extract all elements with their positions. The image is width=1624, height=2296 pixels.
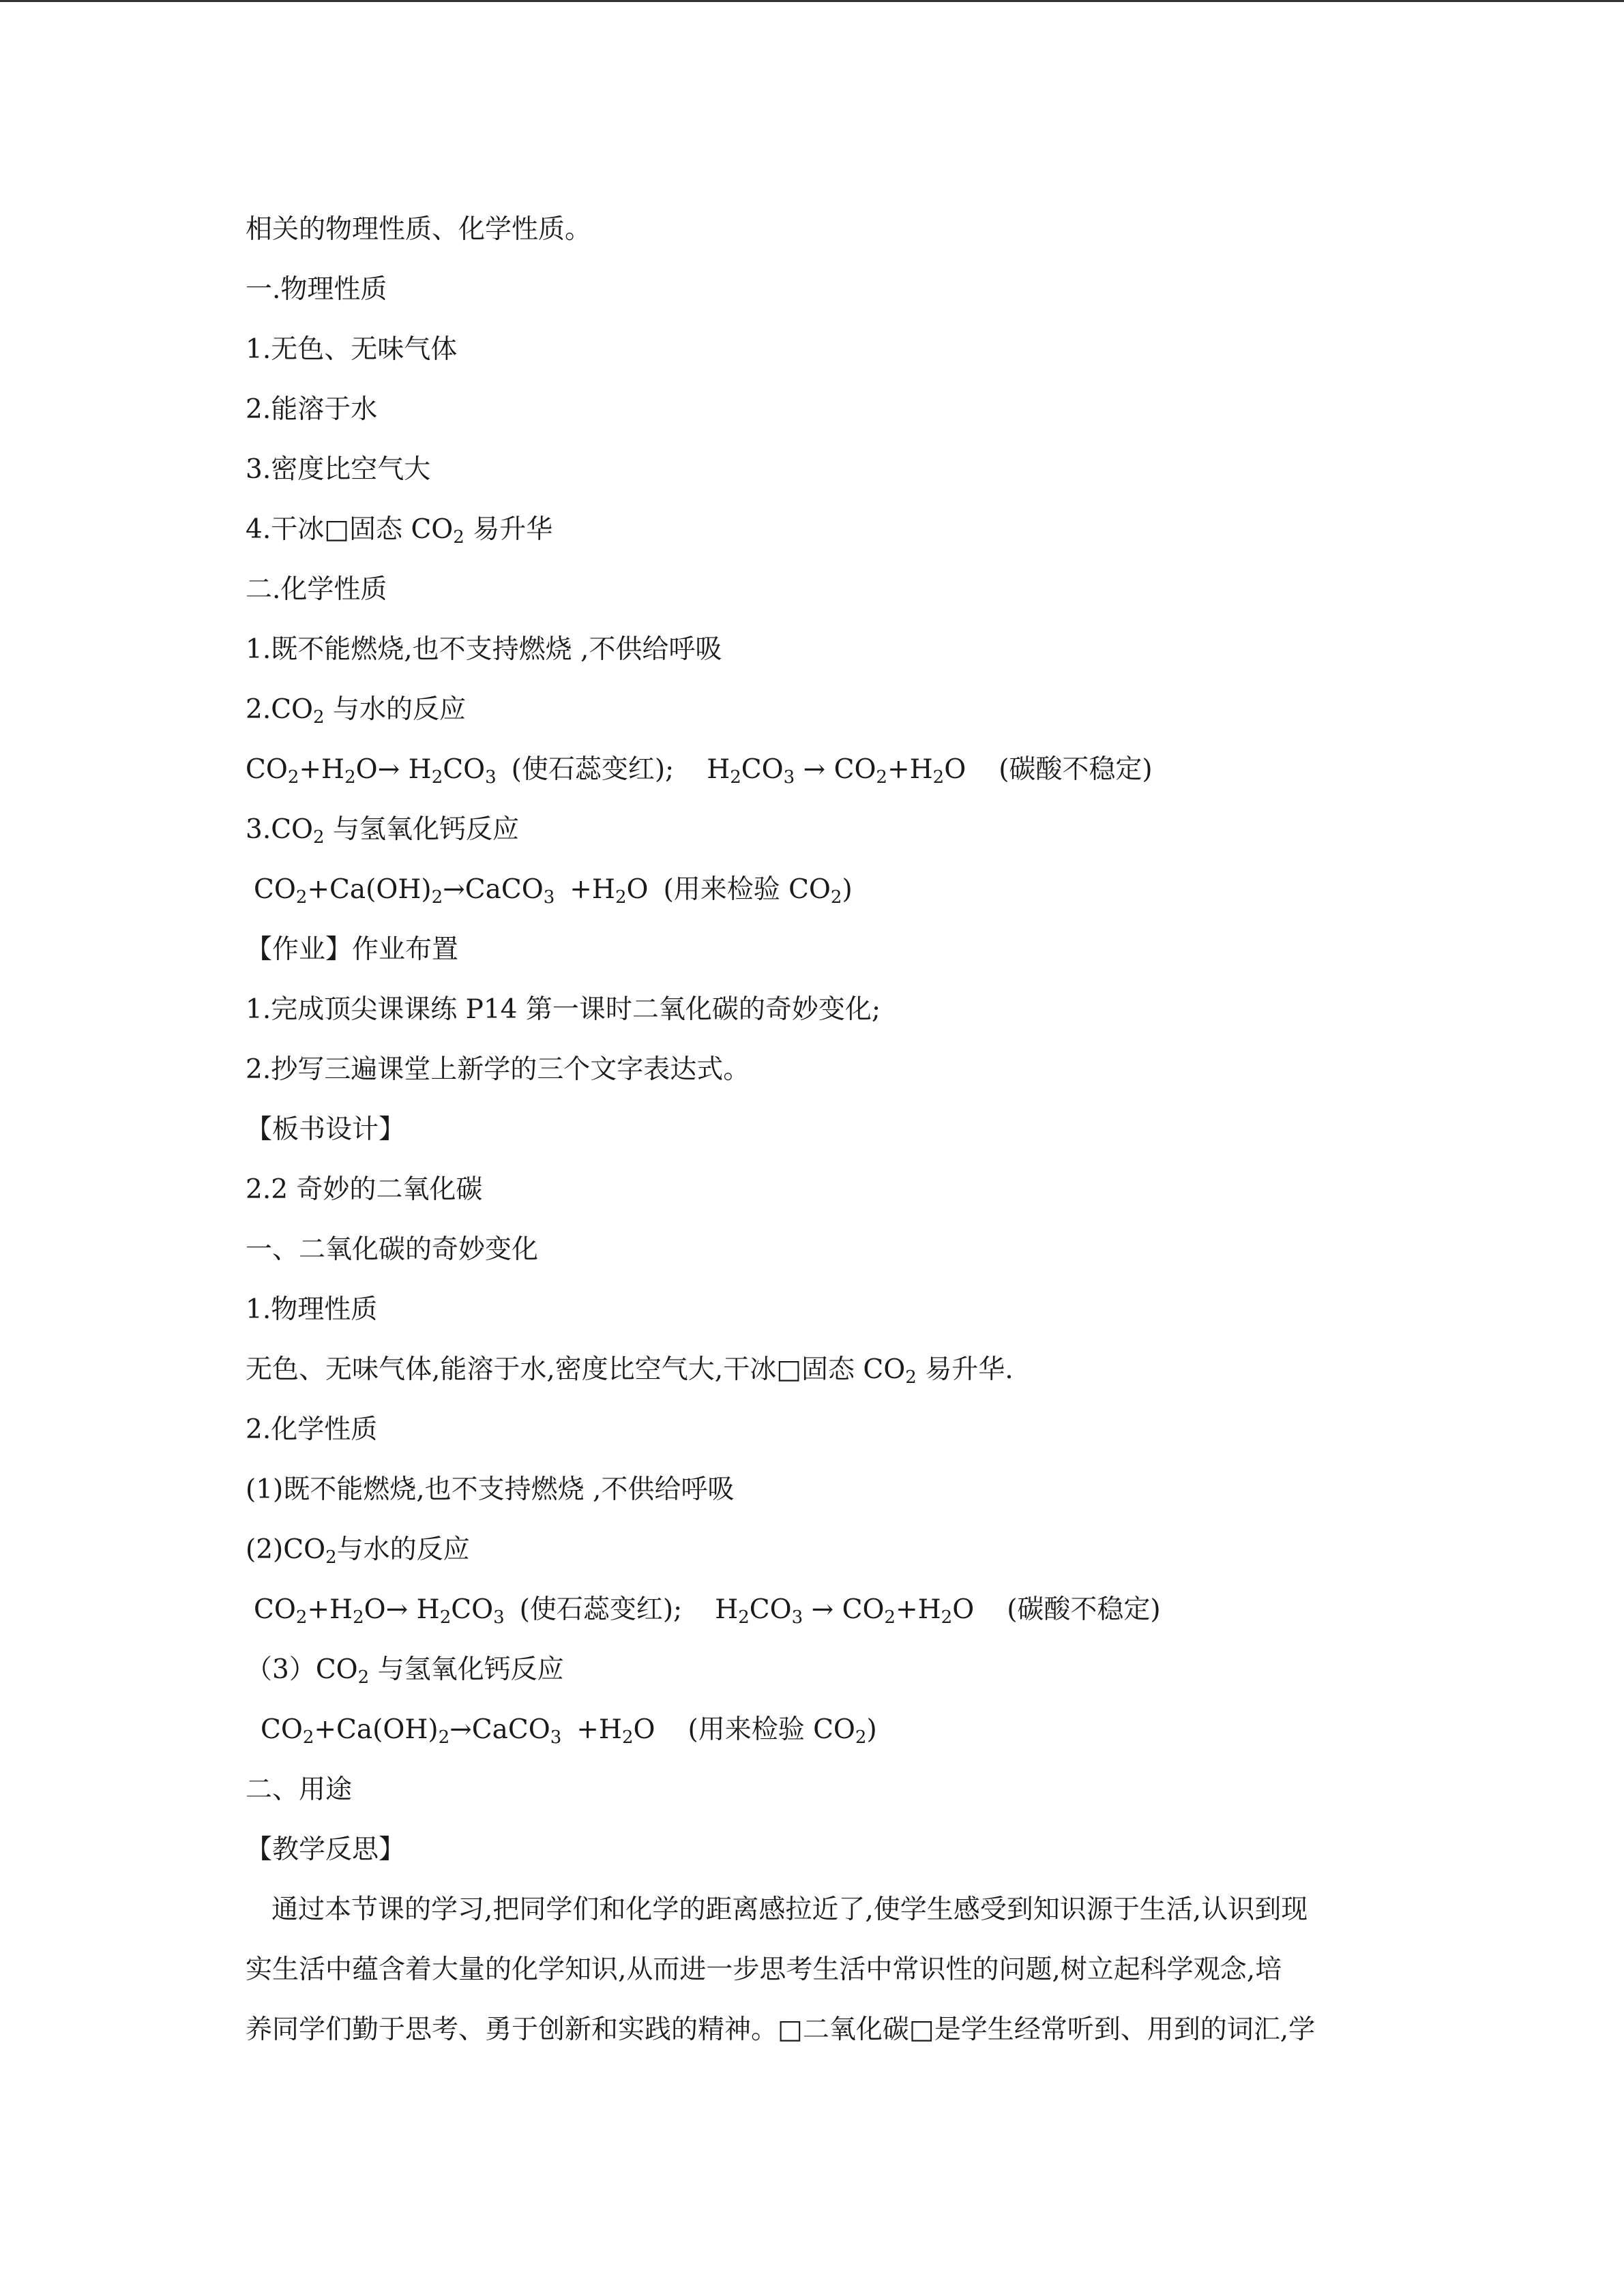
section-heading-reflection: 【教学反思】 [246, 1834, 406, 1865]
section-heading-uses: 二、用途 [246, 1774, 353, 1805]
text-line: 1.无色、无味气体 [246, 334, 458, 365]
text-line: (1)既不能燃烧,也不支持燃烧 ,不供给呼吸 [246, 1474, 735, 1505]
equation-line: $CO_2+H_2O\to H_2CO_3$ (使石蕊变红); $H_2CO_3 \to CO_2+H_2O$ (碳酸不稳定) [246, 754, 1153, 788]
text-line: $3.CO_2$ 与氢氧化钙反应 [246, 814, 519, 848]
top-border-line [0, 0, 1624, 2]
text-line: 1.完成顶尖课课练 P14 第一课时二氧化碳的奇妙变化; [246, 994, 881, 1025]
text-line: 2.化学性质 [246, 1414, 378, 1445]
text-line: 2.能溶于水 [246, 394, 378, 425]
section-heading-physical: 一.物理性质 [246, 274, 387, 305]
text-line: 1.既不能燃烧,也不支持燃烧 ,不供给呼吸 [246, 634, 722, 665]
equation-line: $CO_2+H_2O\to H_2CO_3$ (使石蕊变红); $H_2CO_3 \to CO_2+H_2O$ (碳酸不稳定) [254, 1594, 1161, 1628]
text-line: 4.干冰□固态 $CO_2$ 易升华 [246, 514, 553, 548]
text-line: $(2)CO_2$与水的反应 [246, 1534, 470, 1568]
section-heading-homework: 【作业】作业布置 [246, 934, 459, 965]
section-heading-board: 【板书设计】 [246, 1114, 406, 1145]
text-line: 1.物理性质 [246, 1294, 378, 1325]
section-heading-chemical: 二.化学性质 [246, 574, 387, 605]
paragraph-line: 通过本节课的学习,把同学们和化学的距离感拉近了,使学生感受到知识源于生活,认识到现 [271, 1894, 1308, 1925]
text-line: 相关的物理性质、化学性质。 [246, 214, 592, 245]
paragraph-line: 养同学们勤于思考、勇于创新和实践的精神。□二氧化碳□是学生经常听到、用到的词汇,学 [246, 2014, 1316, 2045]
text-line: $(3)CO_2$ 与氢氧化钙反应 [246, 1654, 564, 1688]
equation-line: $CO_2+Ca(OH)_2\to CaCO_3 +H_2O$ (用来检验 $CO_2$) [254, 874, 853, 908]
text-line: $2.CO_2$ 与水的反应 [246, 694, 466, 728]
equation-line: $CO_2+Ca(OH)_2\to CaCO_3 +H_2O$ (用来检验 $CO_2$) [261, 1714, 877, 1748]
text-line: 无色、无味气体,能溶于水,密度比空气大,干冰□固态 $CO_2$ 易升华. [246, 1354, 1014, 1388]
text-line: 一、二氧化碳的奇妙变化 [246, 1234, 539, 1265]
text-line: 2.2 奇妙的二氧化碳 [246, 1174, 483, 1205]
text-line: 3.密度比空气大 [246, 454, 431, 485]
paragraph-line: 实生活中蕴含着大量的化学知识,从而进一步思考生活中常识性的问题,树立起科学观念,培 [246, 1954, 1282, 1985]
text-line: 2.抄写三遍课堂上新学的三个文字表达式。 [246, 1054, 750, 1085]
